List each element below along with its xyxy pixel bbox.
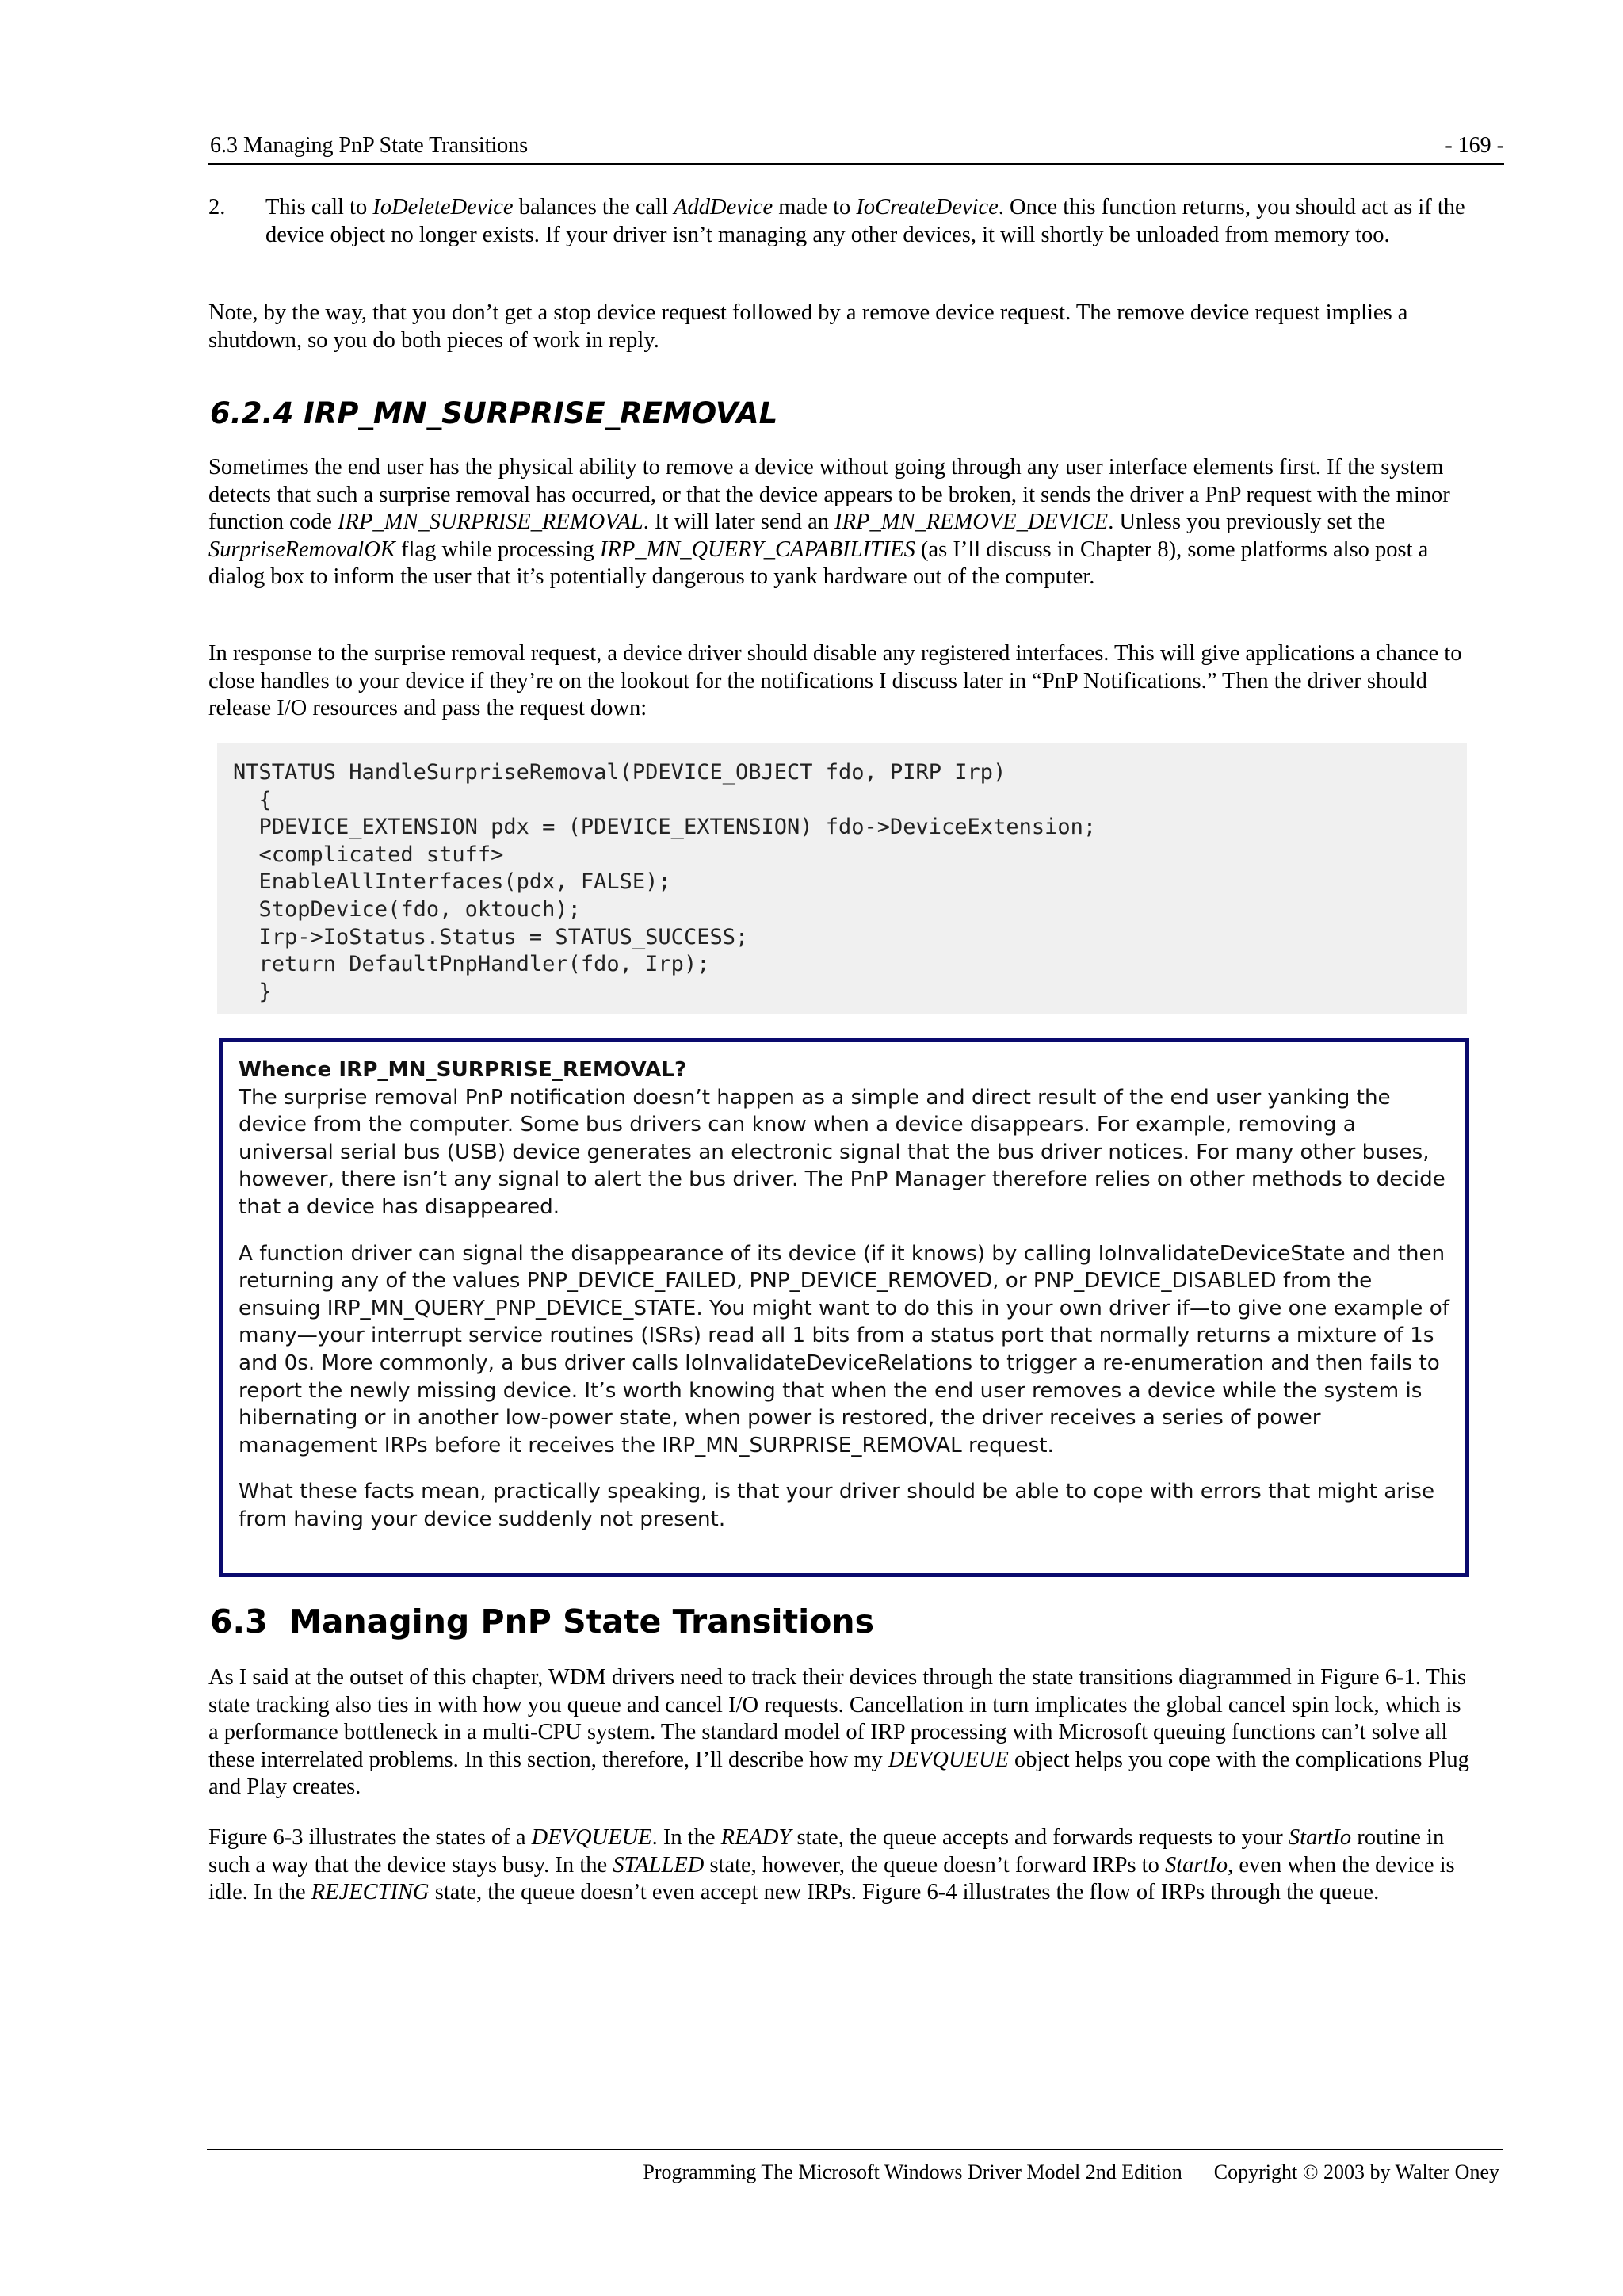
- footer-book-title: Programming The Microsoft Windows Driver Model 2nd Edition: [643, 2160, 1182, 2183]
- sidebar-box: [219, 1038, 1469, 1577]
- sidebar-title: Whence IRP_MN_SURPRISE_REMOVAL?: [239, 1058, 687, 1082]
- section-title: IRP_MN_SURPRISE_REMOVAL: [304, 396, 778, 430]
- section-heading-6-3: [210, 1603, 874, 1641]
- term-iocreatedevice: IoCreateDevice: [856, 195, 999, 220]
- code-listing: NTSTATUS HandleSurpriseRemoval(PDEVICE_OBJECT fdo, PIRP Irp) { PDEVICE_EXTENSION pdx = (PDEVICE_EXTENSION) fdo->DeviceExtension; <complicated stuff> EnableAllInterfaces(pdx, FALSE); StopDevice(fdo, oktouch); Irp->IoStatus.Status = STATUS_SUCCESS; return DefaultPnpHandler(fdo, Irp); }: [233, 760, 1097, 1004]
- surprise-removal-paragraph: Sometimes the end user has the physical ability to remove a device without going through any user interface elements first. If the system detects that such a surprise removal has occurred, or that the device appears to be broken, it sends the driver a PnP request with the minor function code IRP_MN_SURPRISE_REMOVAL. It will later send an IRP_MN_REMOVE_DEVICE. Unless you previously set the SurpriseRemovalOK flag while processing IRP_MN_QUERY_CAPABILITIES (as I’ll discuss in Chapter 8), some platforms also post a dialog box to inform the user that it’s potentially dangerous to yank hardware out of the computer.: [208, 455, 1450, 589]
- list-item-number: 2.: [208, 195, 226, 220]
- response-paragraph: In response to the surprise removal request, a device driver should disable any registered interfaces. This will give applications a chance to close handles to your device if they’re on the lookout for the notifications I discuss later in “PnP Notifications.” Then the driver should release I/O resources and pass the request down:: [208, 641, 1462, 720]
- section-title: Managing PnP State Transitions: [289, 1603, 874, 1641]
- section-number: 6.3: [210, 1603, 268, 1641]
- outset-paragraph: As I said at the outset of this chapter, WDM drivers need to track their devices through the state transitions diagrammed in Figure 6-1. This state tracking also ties in with how you queue and cancel I/O requests. Cancellation in turn implicates the global cancel spin lock, which is a performance bottleneck in a multi-CPU system. The standard model of IRP processing with Microsoft queuing functions can’t solve all these interrelated problems. In this section, therefore, I’ll describe how my DEVQUEUE object helps you cope with the complications Plug and Play creates.: [208, 1665, 1469, 1799]
- figure-paragraph: Figure 6-3 illustrates the states of a DEVQUEUE. In the READY state, the queue accepts and forwards requests to your StartIo routine in such a way that the device stays busy. In the STALLED state, however, the queue doesn’t forward IRPs to StartIo, even when the device is idle. In the REJECTING state, the queue doesn’t even accept new IRPs. Figure 6-4 illustrates the flow of IRPs through the queue.: [208, 1825, 1455, 1904]
- term-iodeletedevice: IoDeleteDevice: [372, 195, 514, 220]
- section-heading-6-2-4: [210, 396, 777, 430]
- list-item-text: This call to IoDeleteDevice balances the call AddDevice made to IoCreateDevice. Once this function returns, you should act as if the device object no longer exists. If your driver isn’t managing any other devices, it will shortly be unloaded from memory too.: [265, 195, 1465, 247]
- term-adddevice: AddDevice: [674, 195, 773, 220]
- sidebar-paragraph-1: The surprise removal PnP notification doesn’t happen as a simple and direct result of the end user yanking the device from the computer. Some bus drivers can know when a device disappears. For example, removing a universal serial bus (USB) device generates an electronic signal that the bus driver notices. For many other buses, however, there isn’t any signal to alert the bus driver. The PnP Manager therefore relies on other methods to decide that a device has disappeared.: [239, 1085, 1445, 1219]
- note-paragraph: Note, by the way, that you don’t get a stop device request followed by a remove device request. The remove device request implies a shutdown, so you do both pieces of work in reply.: [208, 300, 1408, 353]
- sidebar-paragraph-2: A function driver can signal the disappearance of its device (if it knows) by calling IoInvalidateDeviceState and then returning any of the values PNP_DEVICE_FAILED, PNP_DEVICE_REMOVED, or PNP_DEVICE_DISABLED from the ensuing IRP_MN_QUERY_PNP_DEVICE_STATE. You might want to do this in your own driver if—to give one example of many—your interrupt service routines (ISRs) read all 1 bits from a status port that normally returns a mixture of 1s and 0s. More commonly, a bus driver calls IoInvalidateDeviceRelations to trigger a re-enumeration and then fails to report the newly missing device. It’s worth knowing that when the end user removes a device while the system is hibernating or in another low-power state, when power is restored, the driver receives a series of power management IRPs before it receives the IRP_MN_SURPRISE_REMOVAL request.: [239, 1241, 1449, 1457]
- list-item-2: [208, 194, 1476, 249]
- header-section-title: 6.3 Managing PnP State Transitions: [210, 133, 529, 158]
- footer-copyright: Copyright © 2003 by Walter Oney: [1213, 2160, 1499, 2183]
- header-page-number: - 169 -: [1445, 133, 1504, 158]
- footer-rule: [207, 2149, 1503, 2150]
- running-header: [208, 132, 1504, 165]
- section-number: 6.2.4: [210, 396, 294, 430]
- code-listing-box: [217, 743, 1467, 1014]
- sidebar-paragraph-3: What these facts mean, practically speaking, is that your driver should be able to cope with errors that might arise from having your device suddenly not present.: [239, 1480, 1435, 1531]
- document-page: [208, 0, 1504, 2296]
- sidebar-content: [239, 1056, 1456, 1553]
- page-footer: [611, 2160, 1499, 2184]
